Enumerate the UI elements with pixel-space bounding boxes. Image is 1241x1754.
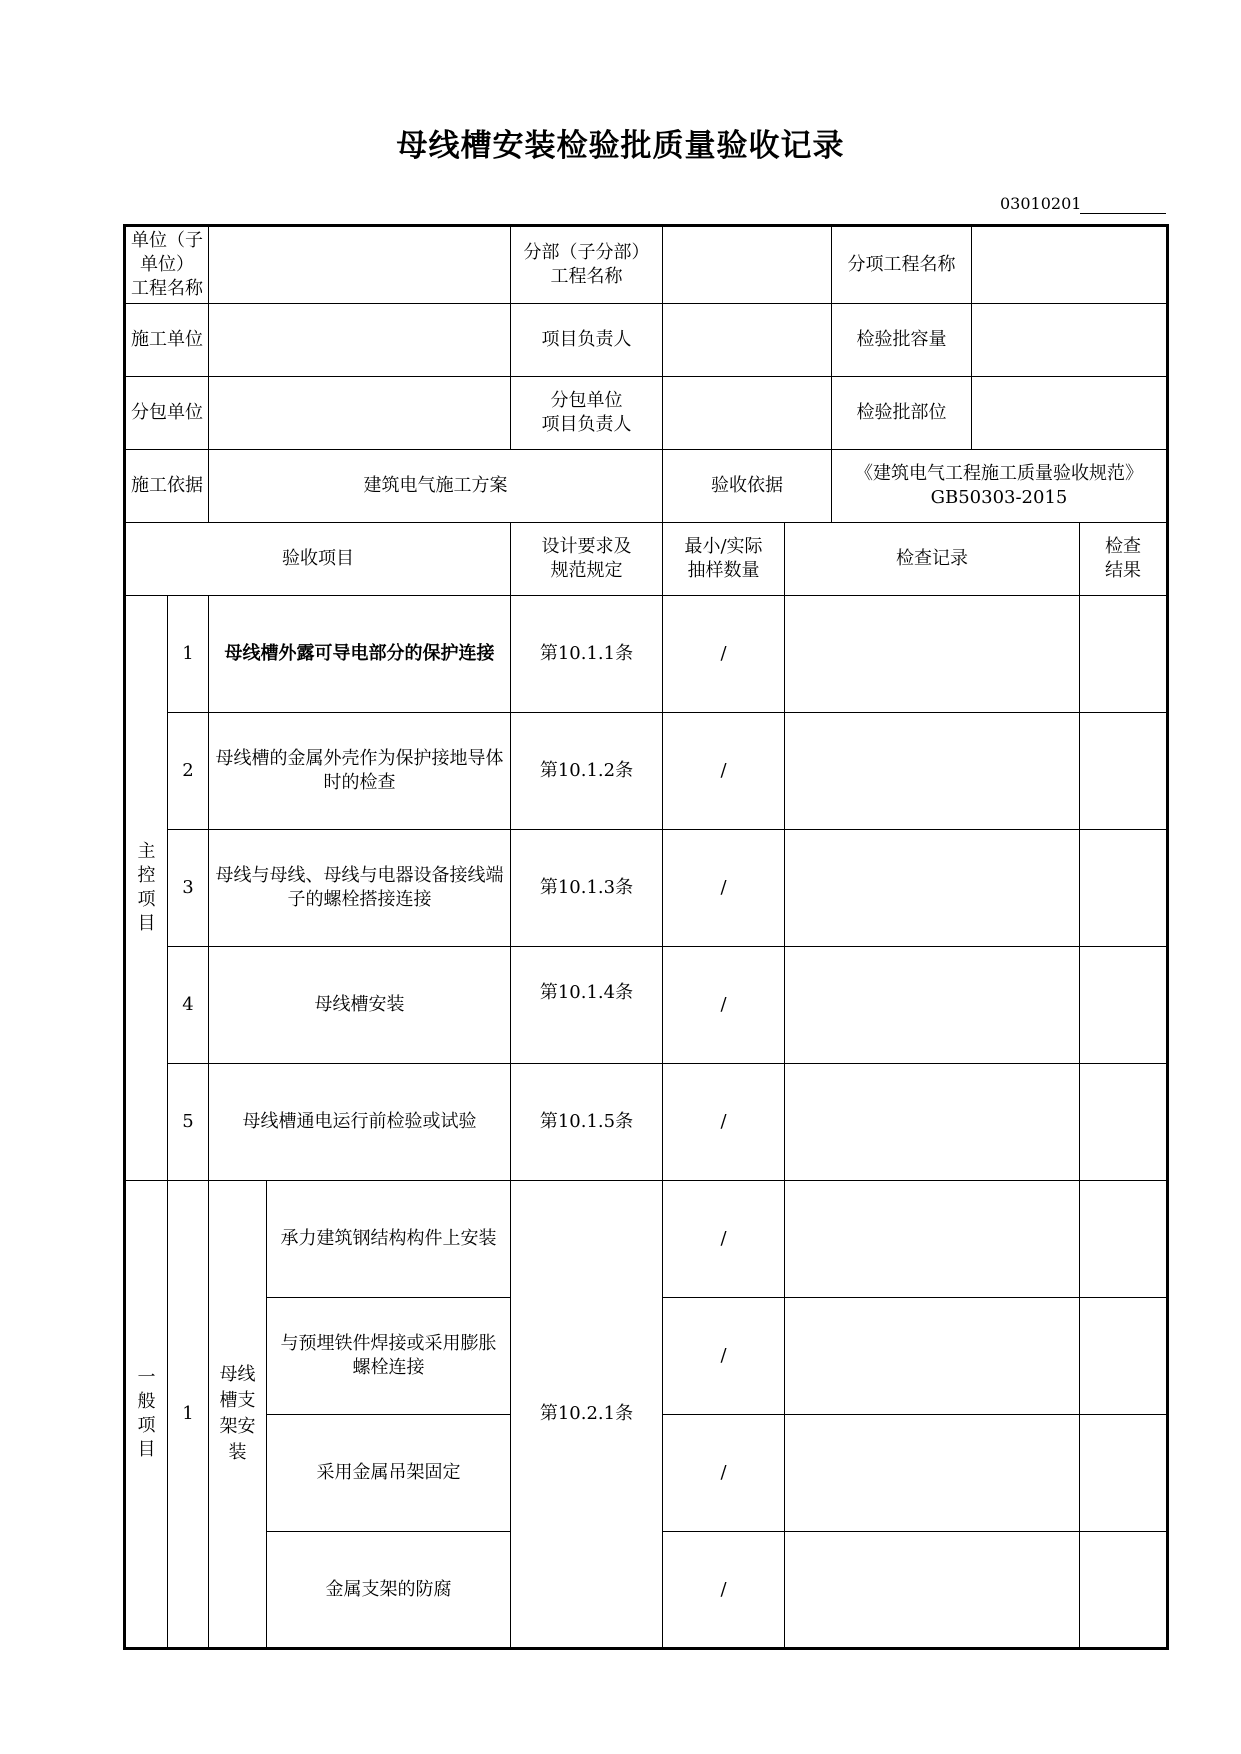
location-value[interactable] [972,377,1168,450]
col-design-header: 设计要求及 规范规定 [511,523,663,596]
item-no: 5 [168,1064,209,1181]
item-record[interactable] [785,947,1080,1064]
acceptance-basis-value[interactable]: 《建筑电气工程施工质量验收规范》 GB50303-2015 [832,450,1168,523]
contractor-label: 施工单位 [125,304,209,377]
capacity-label: 检验批容量 [832,304,972,377]
sub-pm-value[interactable] [663,377,832,450]
subdivision-label: 分部（子分部） 工程名称 [511,226,663,304]
subdivision-value[interactable] [663,226,832,304]
table-row [125,1181,1168,1298]
item-text: 母线槽的金属外壳作为保护接地导体时的检查 [209,713,511,830]
col-sample-header: 最小/实际 抽样数量 [663,523,785,596]
item-result[interactable] [1080,1415,1168,1532]
item-sample[interactable]: / [663,947,785,1064]
header-row-4 [125,450,1168,523]
unit-name-label: 单位（子单位） 工程名称 [125,226,209,304]
item-sample[interactable]: / [663,1415,785,1532]
item-clause: 第10.2.1条 [511,1181,663,1649]
location-label: 检验批部位 [832,377,972,450]
item-text: 母线与母线、母线与电器设备接线端子的螺栓搭接连接 [209,830,511,947]
item-result[interactable] [1080,947,1168,1064]
item-no: 2 [168,713,209,830]
basis-label: 施工依据 [125,450,209,523]
item-record[interactable] [785,596,1080,713]
item-record[interactable] [785,1181,1080,1298]
item-name-value[interactable] [972,226,1168,304]
form-code: 03010201 [1000,194,1082,213]
item-clause: 第10.1.4条 [511,947,663,1064]
col-result-header: 检查 结果 [1080,523,1168,596]
item-record[interactable] [785,1532,1080,1649]
item-no: 3 [168,830,209,947]
table-row [125,947,1168,1064]
item-text: 采用金属吊架固定 [267,1415,511,1532]
item-result[interactable] [1080,1064,1168,1181]
item-record[interactable] [785,713,1080,830]
item-record[interactable] [785,830,1080,947]
pm-label: 项目负责人 [511,304,663,377]
item-no: 1 [168,596,209,713]
item-result[interactable] [1080,830,1168,947]
column-header-row [125,523,1168,596]
page-title: 母线槽安装检验批质量验收记录 [396,128,845,164]
item-result[interactable] [1080,1532,1168,1649]
col-record-header: 检查记录 [785,523,1080,596]
item-clause: 第10.1.3条 [511,830,663,947]
item-sample[interactable]: / [663,830,785,947]
item-no: 4 [168,947,209,1064]
general-group-label: 一 般 项 目 [125,1181,168,1649]
item-text: 母线槽外露可导电部分的保护连接 [209,596,511,713]
general-sub-label: 母线 槽支 架安 装 [209,1181,267,1649]
item-sample[interactable]: / [663,1298,785,1415]
acceptance-basis-label: 验收依据 [663,450,832,523]
item-name-label: 分项工程名称 [832,226,972,304]
item-record[interactable] [785,1064,1080,1181]
item-result[interactable] [1080,596,1168,713]
col-item-header: 验收项目 [125,523,511,596]
capacity-value[interactable] [972,304,1168,377]
form-code-blank [1080,213,1166,214]
main-group-label: 主 控 项 目 [125,596,168,1181]
item-clause: 第10.1.2条 [511,713,663,830]
item-sample[interactable]: / [663,1064,785,1181]
table-row [125,1064,1168,1181]
item-no: 1 [168,1181,209,1649]
item-sample[interactable]: / [663,596,785,713]
header-row-1 [125,226,1168,304]
table-row [125,713,1168,830]
table-row [125,596,1168,713]
item-text: 母线槽通电运行前检验或试验 [209,1064,511,1181]
sub-pm-label: 分包单位 项目负责人 [511,377,663,450]
pm-value[interactable] [663,304,832,377]
table-row [125,830,1168,947]
basis-value[interactable]: 建筑电气施工方案 [209,450,663,523]
item-text: 金属支架的防腐 [267,1532,511,1649]
item-sample[interactable]: / [663,1532,785,1649]
item-record[interactable] [785,1415,1080,1532]
item-clause: 第10.1.1条 [511,596,663,713]
item-clause: 第10.1.5条 [511,1064,663,1181]
header-row-3 [125,377,1168,450]
item-sample[interactable]: / [663,1181,785,1298]
inspection-form [123,224,1169,1650]
item-text: 与预埋铁件焊接或采用膨胀螺栓连接 [267,1298,511,1415]
item-result[interactable] [1080,1181,1168,1298]
item-sample[interactable]: / [663,713,785,830]
item-result[interactable] [1080,1298,1168,1415]
item-result[interactable] [1080,713,1168,830]
item-text: 承力建筑钢结构构件上安装 [267,1181,511,1298]
contractor-value[interactable] [209,304,511,377]
subcontractor-label: 分包单位 [125,377,209,450]
subcontractor-value[interactable] [209,377,511,450]
header-row-2 [125,304,1168,377]
unit-name-value[interactable] [209,226,511,304]
item-text: 母线槽安装 [209,947,511,1064]
item-record[interactable] [785,1298,1080,1415]
